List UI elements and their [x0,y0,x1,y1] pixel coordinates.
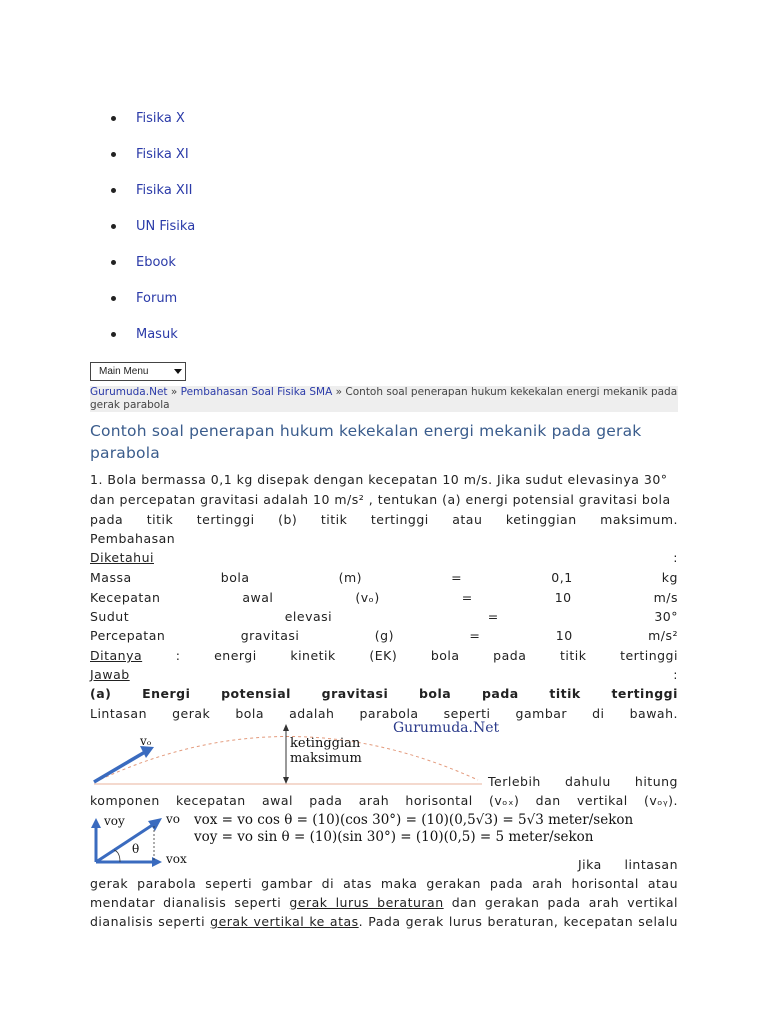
given-cell: bola [220,570,250,585]
given-cell: awal [242,590,274,605]
ditanya-label: Ditanya [90,648,143,663]
angle-arc [114,850,120,862]
komponen-row [90,791,678,810]
given-cell: m/s [653,590,678,605]
word: Lintasan [90,706,148,721]
word: hitung [634,774,678,789]
gva-link[interactable]: gerak vertikal ke atas [210,914,359,929]
fig2-vo-label: vo [166,812,181,826]
diketahui-label: Diketahui [90,550,154,565]
word: tertinggi [620,648,678,663]
bullet-icon [111,116,116,121]
fig2-theta-label: θ [132,842,140,856]
word: potensial [221,686,291,701]
word: Jika [578,857,602,872]
given-cell: m/s² [648,628,678,643]
breadcrumb [90,386,678,412]
given-row [90,626,678,645]
jawab-row [90,665,678,684]
word: gambar [515,706,568,721]
watermark: Gurumuda.Net [393,720,500,736]
fig1-ket1: ketinggian [290,736,361,751]
paragraph-line-2 [90,893,678,913]
main-menu-select[interactable] [90,362,186,381]
given-cell: = [461,590,473,605]
question-line-2: dan percepatan gravitasi adalah 10 m/s² , tentukan (a) energi potensial gravitasi bola [90,492,671,507]
word: di [592,706,605,721]
word: komponen [90,793,160,808]
given-cell: elevasi [284,609,333,624]
word: Terlebih [488,774,541,789]
diketahui-row [90,548,678,567]
given-cell: 0,1 [551,570,573,585]
height-arrow-top [283,724,289,731]
breadcrumb-separator-2: » [332,386,346,398]
given-cell: kg [661,570,678,585]
bullet-icon [111,332,116,337]
given-row [90,588,678,607]
word: : [175,648,181,663]
voy-arrowhead [91,818,101,828]
jika-row [578,855,678,874]
nav-link[interactable]: Ebook [136,255,176,270]
word: vertikal [576,793,628,808]
word: lintasan [624,857,678,872]
bullet-icon [111,188,116,193]
given-cell: Sudut [90,609,130,624]
word: ketinggian [505,512,577,527]
pembahasan-label: Pembahasan [90,531,176,546]
word: (a) [90,686,112,701]
word: arah [358,793,390,808]
word: titik [320,512,348,527]
given-cell: (m) [338,570,363,585]
nav-link[interactable]: Forum [136,291,178,306]
given-cell: = [469,628,481,643]
breadcrumb-current: Contoh soal penerapan hukum kekekalan energi mekanik pada gerak parabola [90,386,678,411]
terlebih-row [488,772,678,791]
given-cell: = [487,609,499,624]
word: tertinggi [611,686,678,701]
paragraph-line-3-text-a: dianalisis seperti [90,914,211,929]
vo-arrowhead [148,818,162,831]
word: (vₒₓ) [489,793,520,808]
lintasan-row [90,704,678,723]
diketahui-colon: : [673,550,678,565]
given-cell: 10 [554,590,572,605]
word: gerak [172,706,211,721]
breadcrumb-section-link[interactable]: Pembahasan Soal Fisika SMA [180,386,333,398]
word: titik [559,648,587,663]
word: titik [549,686,581,701]
word: energi [214,648,257,663]
word: tertinggi [370,512,429,527]
word: bawah. [629,706,678,721]
given-row [90,568,678,587]
given-cell: Percepatan [90,628,166,643]
word: atau [452,512,483,527]
word: pada [90,512,124,527]
word: dahulu [564,774,611,789]
bullet-icon [111,224,116,229]
word: pada [481,686,519,701]
question-line-1: 1. Bola bermassa 0,1 kg disepak dengan kecepatan 10 m/s. Jika sudut elevasinya 30° [90,472,668,487]
fig1-v0-label: vₒ [140,734,152,748]
word: (vₒᵧ). [644,793,678,808]
word: adalah [289,706,335,721]
ditanya-row [90,646,678,665]
word: (b) [278,512,298,527]
word: bola [430,648,460,663]
given-cell: gravitasi [240,628,300,643]
bullet-icon [111,296,116,301]
sub-heading-a [90,684,678,703]
breadcrumb-home-link[interactable]: Gurumuda.Net [90,386,168,398]
bullet-icon [111,152,116,157]
word: kinetik [290,648,336,663]
bullet-icon [111,260,116,265]
breadcrumb-separator: » [167,386,181,398]
word: kecepatan [176,793,246,808]
given-cell: Massa [90,570,132,585]
word: Energi [142,686,191,701]
question-line-3 [90,510,678,529]
v0-arrow-line [94,752,145,782]
paragraph-line-2-text-b: dan gerakan pada arah vertikal [443,895,678,910]
word: titik [146,512,174,527]
given-cell: = [451,570,463,585]
word: tertinggi [196,512,255,527]
paragraph-line-3-text-b: . Pada gerak lurus beraturan, kecepatan selalu [358,914,678,929]
word: seperti [443,706,491,721]
word: pada [309,793,343,808]
paragraph-line-1: gerak parabola seperti gambar di atas maka gerakan pada arah horisontal atau [90,876,678,891]
word: maksimum. [600,512,678,527]
fig1-ket2: maksimum [290,751,362,766]
jawab-label: Jawab [90,667,130,682]
word: parabola [359,706,419,721]
given-row [90,607,678,626]
word: bola [418,686,452,701]
word: gravitasi [321,686,389,701]
main-menu-label: Main Menu [99,366,149,377]
paragraph-line-2-text-a: mendatar dianalisis seperti [90,895,290,910]
formula-voy: voy = vo sin θ = (10)(sin 30°) = (10)(0,5) = 5 meter/sekon [194,829,594,845]
word: (EK) [369,648,398,663]
nav-link[interactable]: Masuk [136,327,178,342]
given-cell: 30° [654,609,678,624]
given-cell: (g) [374,628,394,643]
article-title: Contoh soal penerapan hukum kekekalan energi mekanik pada gerak parabola [90,422,642,462]
glb-link[interactable]: gerak lurus beraturan [289,895,444,910]
given-cell: (vₒ) [355,590,380,605]
chevron-down-icon [174,369,182,374]
word: horisontal [405,793,473,808]
height-arrow-bottom [283,777,289,784]
word: awal [261,793,293,808]
vox-arrowhead [152,857,162,867]
paragraph-line-3 [90,912,678,932]
nav-link[interactable]: UN Fisika [136,219,196,234]
given-cell: 10 [555,628,573,643]
jawab-colon: : [673,667,678,682]
word: bola [235,706,265,721]
fig2-voy-label: voy [104,814,125,828]
given-cell: Kecepatan [90,590,161,605]
fig2-vox-label: vox [166,852,187,866]
nav-link[interactable]: Fisika XII [136,183,193,198]
formula-vox: vox = vo cos θ = (10)(cos 30°) = (10)(0,5√3) = 5√3 meter/sekon [194,812,634,828]
vo-vector [96,824,154,862]
nav-link[interactable]: Fisika XI [136,147,189,162]
nav-link[interactable]: Fisika X [136,111,185,126]
word: pada [493,648,527,663]
word: dan [535,793,561,808]
